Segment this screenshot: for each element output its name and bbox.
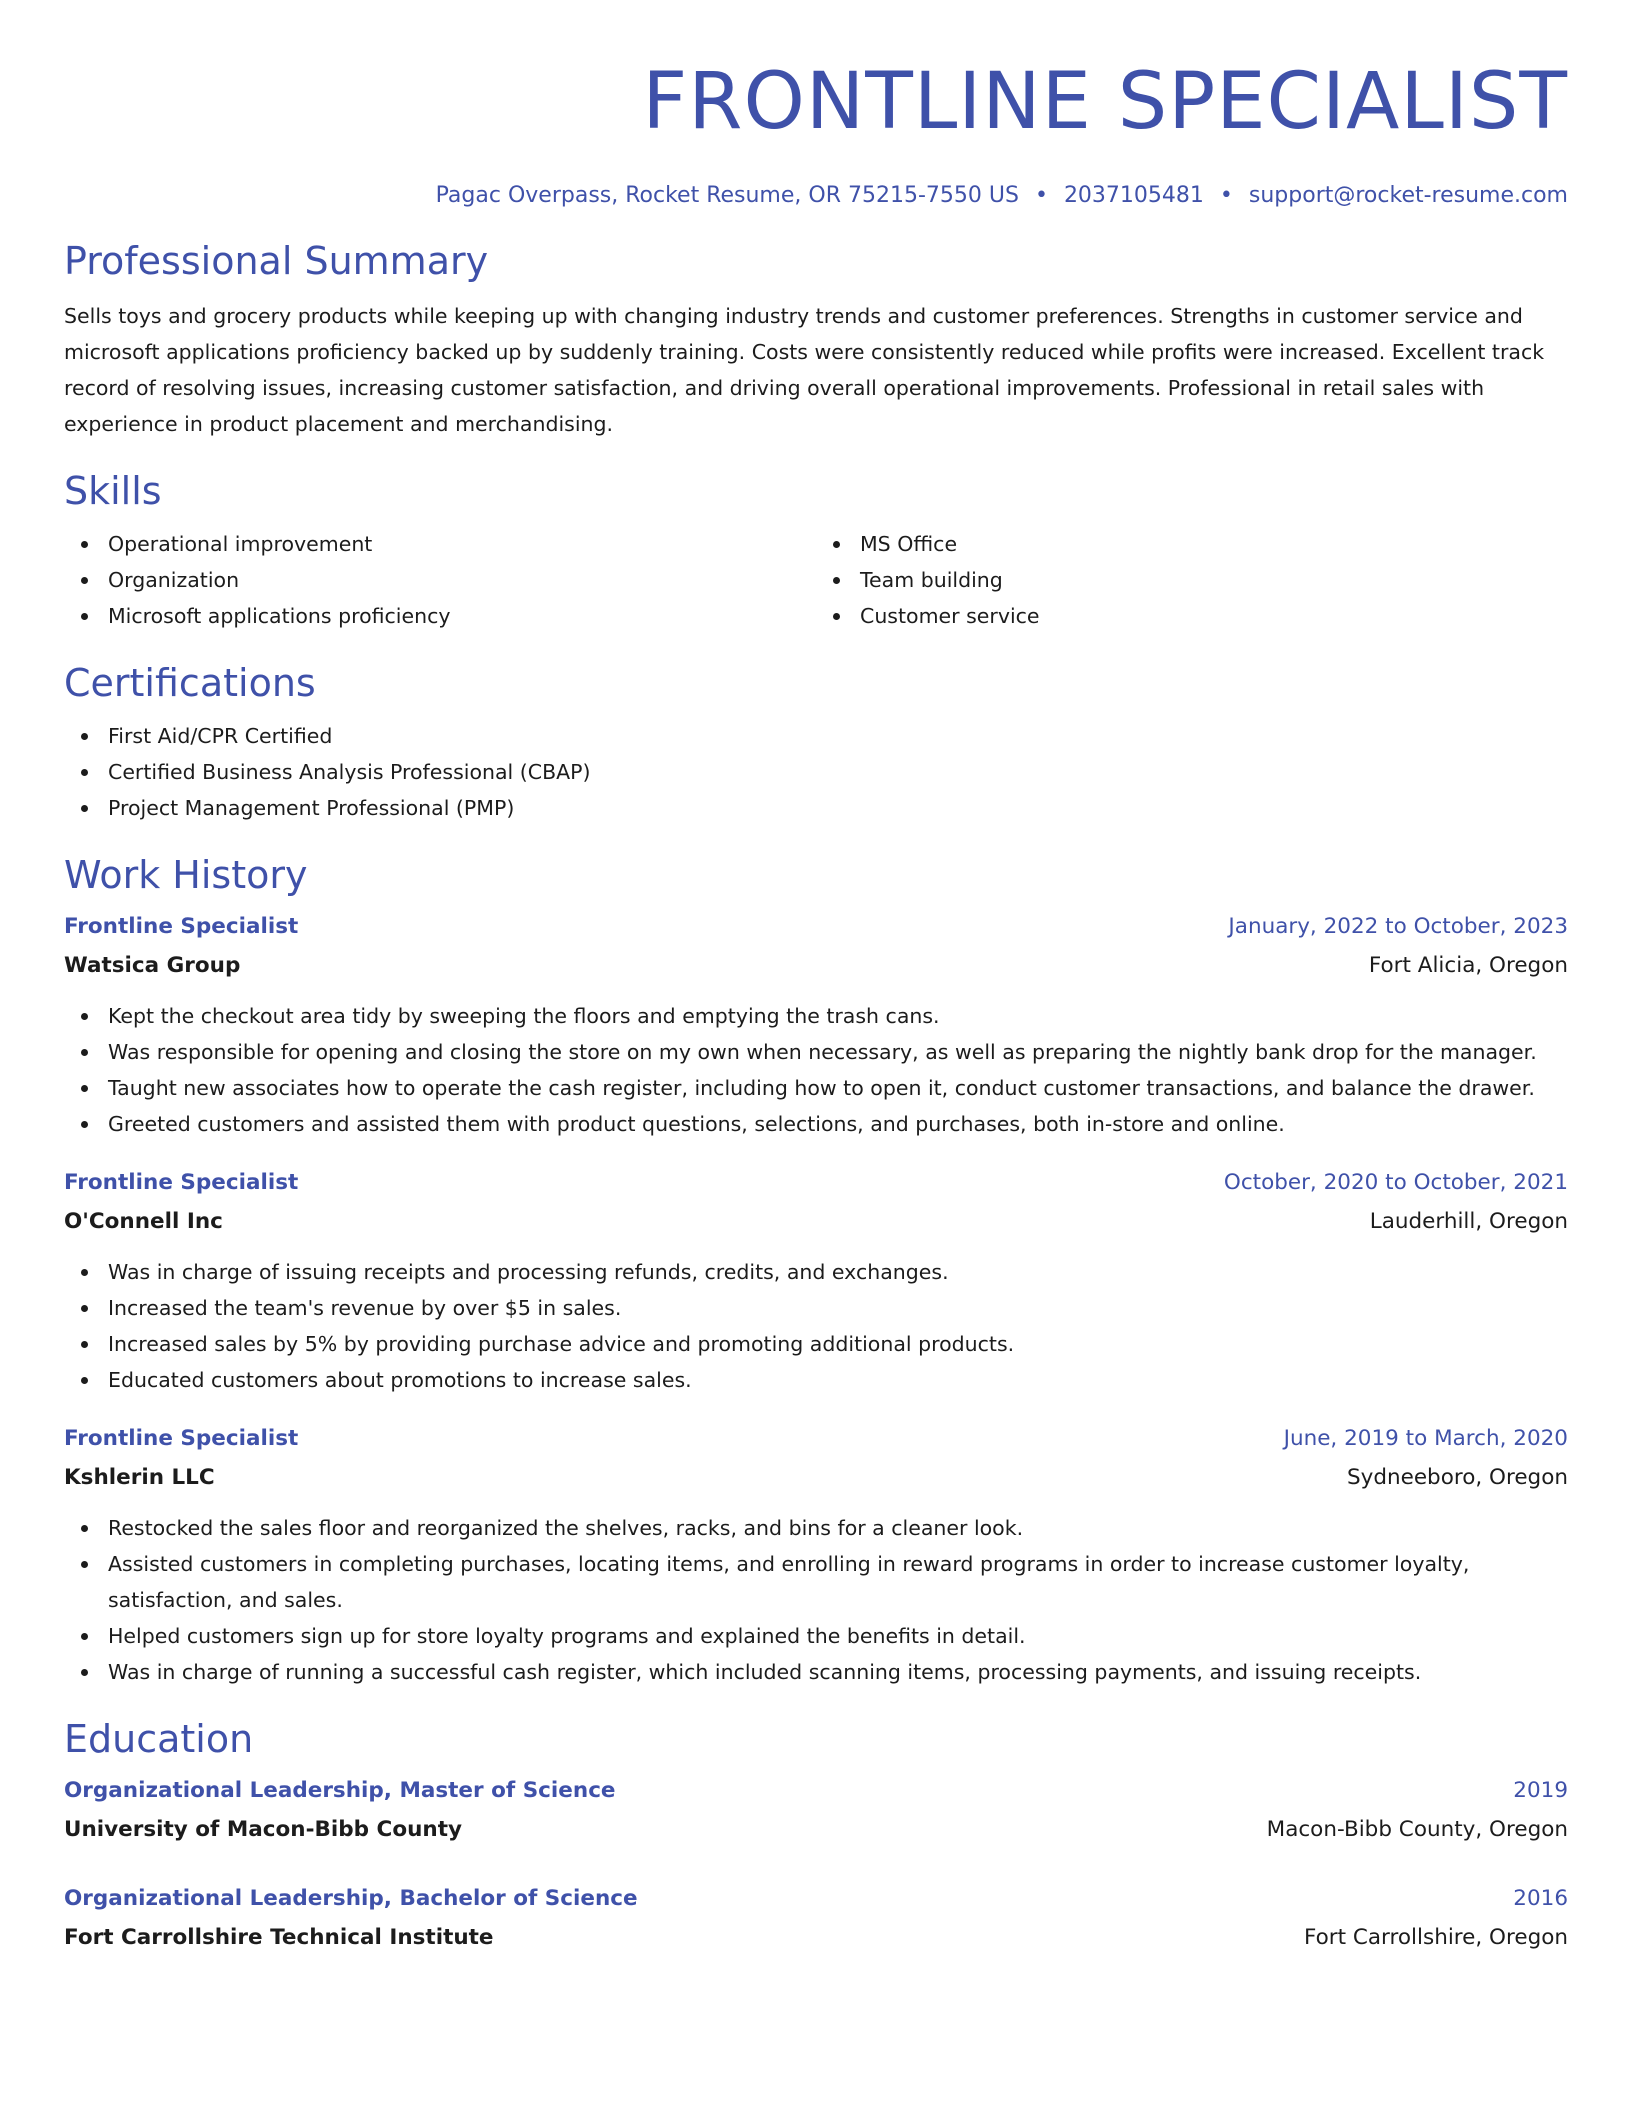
- education-school: University of Macon-Bibb County: [64, 1817, 463, 1842]
- summary-heading: Professional Summary: [64, 239, 489, 283]
- skills-grid: [64, 526, 1568, 634]
- job-entry: [64, 1164, 1568, 1398]
- job-bullet: Increased the team's revenue by over $5 in sales.: [108, 1290, 1568, 1326]
- skills-left-list: [64, 526, 816, 634]
- skills-right-list: [816, 526, 1568, 634]
- job-dates: June, 2019 to March, 2020: [1283, 1426, 1568, 1451]
- skills-heading: Skills: [64, 469, 162, 513]
- certification-item: First Aid/CPR Certified: [108, 718, 1568, 754]
- education-section: [64, 1714, 1568, 1958]
- education-heading: Education: [64, 1717, 254, 1761]
- job-company: Watsica Group: [64, 953, 241, 978]
- education-degree: Organizational Leadership, Bachelor of Science: [64, 1886, 638, 1911]
- job-entry: [64, 1420, 1568, 1690]
- skill-item: Customer service: [860, 598, 1568, 634]
- job-company: O'Connell Inc: [64, 1209, 223, 1234]
- education-school-row: [64, 1918, 1568, 1958]
- skill-item: Microsoft applications proficiency: [108, 598, 816, 634]
- education-school-row: [64, 1810, 1568, 1850]
- job-bullet: Restocked the sales floor and reorganized the shelves, racks, and bins for a cleaner look.: [108, 1510, 1568, 1546]
- job-company-row: [64, 946, 1568, 986]
- contact-separator: •: [1219, 183, 1233, 208]
- job-bullet: Kept the checkout area tidy by sweeping the floors and emptying the trash cans.: [108, 998, 1568, 1034]
- job-bullet: Educated customers about promotions to increase sales.: [108, 1362, 1568, 1398]
- certifications-section: [64, 658, 1568, 826]
- skills-section: [64, 466, 1568, 634]
- candidate-name: FRONTLINE SPECIALIST: [642, 57, 1568, 147]
- job-bullet: Assisted customers in completing purchases, locating items, and enrolling in reward programs in order to increase customer loyalty, satisfaction, and sales.: [108, 1546, 1568, 1618]
- education-degree: Organizational Leadership, Master of Science: [64, 1778, 616, 1803]
- work-history-heading: Work History: [64, 853, 308, 897]
- education-header-row: [64, 1772, 1568, 1810]
- job-title: Frontline Specialist: [64, 914, 299, 939]
- job-header-row: [64, 1420, 1568, 1458]
- job-bullet: Was responsible for opening and closing the store on my own when necessary, as well as preparing the nightly bank drop for the manager.: [108, 1034, 1568, 1070]
- certification-item: Project Management Professional (PMP): [108, 790, 1568, 826]
- job-bullets: [64, 998, 1568, 1142]
- education-location: Fort Carrollshire, Oregon: [1304, 1925, 1568, 1950]
- skill-item: Team building: [860, 562, 1568, 598]
- education-entry: [64, 1880, 1568, 1958]
- job-company: Kshlerin LLC: [64, 1465, 215, 1490]
- contact-line: [64, 180, 1568, 212]
- job-bullet: Helped customers sign up for store loyalty programs and explained the benefits in detail.: [108, 1618, 1568, 1654]
- education-entry: [64, 1772, 1568, 1850]
- job-bullets: [64, 1510, 1568, 1690]
- skill-item: Organization: [108, 562, 816, 598]
- job-location: Sydneeboro, Oregon: [1346, 1465, 1568, 1490]
- skill-item: MS Office: [860, 526, 1568, 562]
- job-bullet: Increased sales by 5% by providing purchase advice and promoting additional products.: [108, 1326, 1568, 1362]
- job-title: Frontline Specialist: [64, 1426, 299, 1451]
- summary-text: Sells toys and grocery products while keeping up with changing industry trends and customer preferences. Strengths in customer service and microsoft applications proficiency backed up by suddenly training. Costs were consistently reduced while profits were increased. Excellent track record of resolving issues, increasing customer satisfaction, and driving overall operational improvements. Professional in retail sales with experience in product placement and merchandising.: [64, 304, 1545, 436]
- job-bullet: Was in charge of running a successful cash register, which included scanning items, processing payments, and issuing receipts.: [108, 1654, 1568, 1690]
- education-year: 2019: [1513, 1778, 1568, 1803]
- certifications-heading: Certifications: [64, 661, 316, 705]
- summary-section: [64, 236, 1568, 442]
- education-year: 2016: [1513, 1886, 1568, 1911]
- job-header-row: [64, 908, 1568, 946]
- contact-address: Pagac Overpass, Rocket Resume, OR 75215-7550 US: [435, 183, 1019, 208]
- job-location: Lauderhill, Oregon: [1369, 1209, 1568, 1234]
- contact-phone: 2037105481: [1063, 183, 1204, 208]
- job-bullet: Greeted customers and assisted them with product questions, selections, and purchases, both in-store and online.: [108, 1106, 1568, 1142]
- certification-item: Certified Business Analysis Professional (CBAP): [108, 754, 1568, 790]
- job-bullets: [64, 1254, 1568, 1398]
- job-entry: [64, 908, 1568, 1142]
- education-location: Macon-Bibb County, Oregon: [1266, 1817, 1568, 1842]
- resume-page: [64, 0, 1568, 1958]
- education-header-row: [64, 1880, 1568, 1918]
- job-bullet: Was in charge of issuing receipts and processing refunds, credits, and exchanges.: [108, 1254, 1568, 1290]
- job-dates: October, 2020 to October, 2021: [1223, 1170, 1568, 1195]
- job-company-row: [64, 1202, 1568, 1242]
- job-company-row: [64, 1458, 1568, 1498]
- job-dates: January, 2022 to October, 2023: [1228, 914, 1568, 939]
- contact-separator: •: [1034, 183, 1048, 208]
- education-school: Fort Carrollshire Technical Institute: [64, 1925, 494, 1950]
- job-bullet: Taught new associates how to operate the cash register, including how to open it, conduct customer transactions, and balance the drawer.: [108, 1070, 1568, 1106]
- skill-item: Operational improvement: [108, 526, 816, 562]
- job-title: Frontline Specialist: [64, 1170, 299, 1195]
- job-location: Fort Alicia, Oregon: [1368, 953, 1568, 978]
- job-header-row: [64, 1164, 1568, 1202]
- contact-email[interactable]: support@rocket-resume.com: [1248, 183, 1568, 208]
- work-history-section: [64, 850, 1568, 1690]
- certifications-list: [64, 718, 1568, 826]
